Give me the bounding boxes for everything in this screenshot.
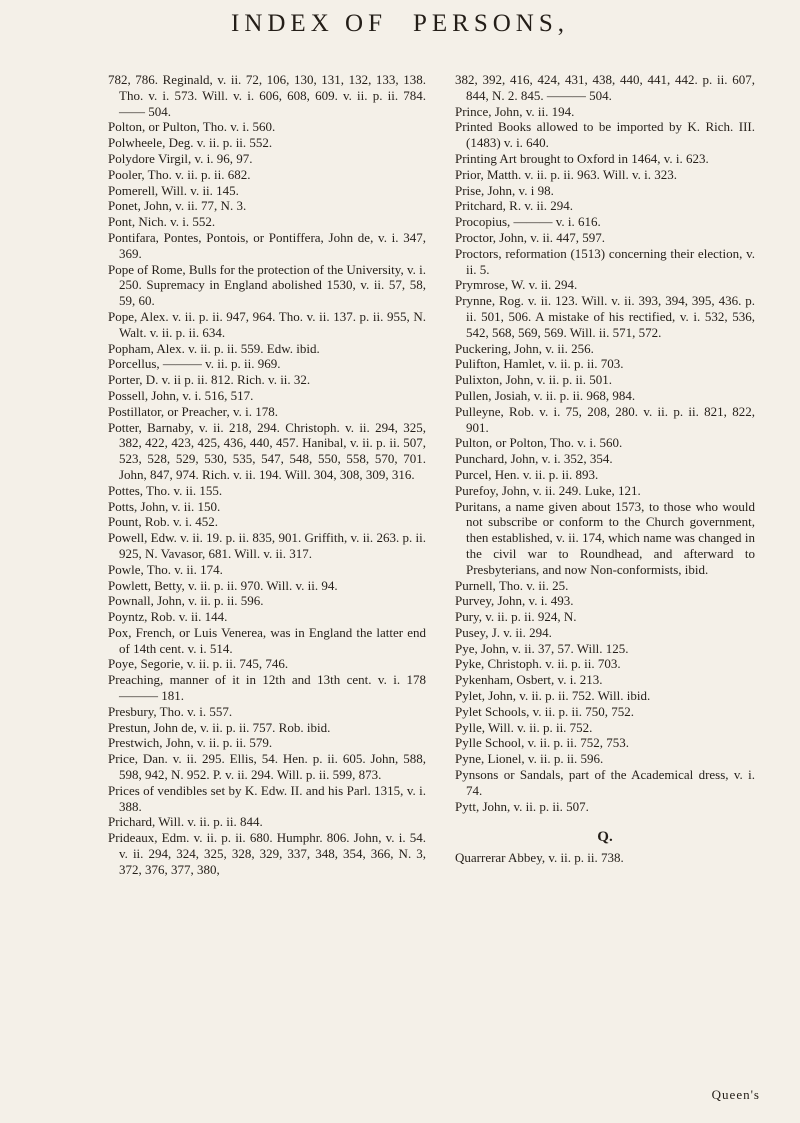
index-entry: Poyntz, Rob. v. ii. 144. — [108, 609, 228, 625]
index-entry: Possell, John, v. i. 516, 517. — [108, 387, 254, 403]
index-entry: Pottes, Tho. v. ii. 155. — [108, 482, 223, 498]
index-entry: Prior, Matth. v. ii. p. ii. 963. Will. v. i. 323. — [455, 166, 678, 182]
index-entry: 782, 786. Reginald, v. ii. 72, 106, 130, 131, 132, 133, 138. Tho. v. i. 573. Will. v. i. 606, 608, 609. v. ii. p. ii. 784. —— 504. — [108, 72, 426, 119]
index-entry: Pont, Nich. v. i. 552. — [108, 214, 216, 230]
section-letter-q: Q. — [597, 829, 613, 846]
index-entry: Pykenham, Osbert, v. i. 213. — [455, 672, 603, 688]
index-entry: Pylle School, v. ii. p. ii. 752, 753. — [455, 735, 629, 751]
index-entry: Punchard, John, v. i. 352, 354. — [455, 451, 613, 467]
index-entry: Prise, John, v. i 98. — [455, 182, 554, 198]
index-entry: Pownall, John, v. ii. p. ii. 596. — [108, 593, 264, 609]
index-entry: Preaching, manner of it in 12th and 13th cent. v. i. 178 ——— 181. — [108, 672, 426, 704]
index-entry: Puckering, John, v. ii. 256. — [455, 340, 594, 356]
index-entry: Pylet, John, v. ii. p. ii. 752. Will. ibid. — [455, 688, 651, 704]
index-entry: Potter, Barnaby, v. ii. 218, 294. Christoph. v. ii. 294, 325, 382, 422, 423, 425, 436, 440, 457. Hanibal, v. ii. p. ii. 507, 523, 528, 529, 530, 535, 547, 548, 550, 558, 570, 701. John, 847, 974. Rich. v. ii. 194. Will. 304, 308, 309, 316. — [108, 419, 426, 482]
index-entry: Prynne, Rog. v. ii. 123. Will. v. ii. 393, 394, 395, 436. p. ii. 501, 506. A mistake of his rectified, v. i. 532, 536, 542, 568, 569, 569. Will. ii. 571, 572. — [455, 293, 755, 340]
index-entry: Pulifton, Hamlet, v. ii. p. ii. 703. — [455, 356, 624, 372]
index-entry: Ponet, John, v. ii. 77, N. 3. — [108, 198, 247, 214]
index-entry: Powlett, Betty, v. ii. p. ii. 970. Will. v. ii. 94. — [108, 577, 338, 593]
index-entry: Price, Dan. v. ii. 295. Ellis, 54. Hen. p. ii. 605. John, 588, 598, 942, N. 952. P. v. ii. 294. Will. p. ii. 599, 873. — [108, 751, 426, 783]
index-entry: Pulleyne, Rob. v. i. 75, 208, 280. v. ii. p. ii. 821, 822, 901. — [455, 403, 755, 435]
index-entry: Pynsons or Sandals, part of the Academical dress, v. i. 74. — [455, 767, 755, 798]
index-entry: Proctor, John, v. ii. 447, 597. — [455, 229, 605, 245]
right-column — [455, 72, 755, 866]
index-entry: Pylle, Will. v. ii. p. ii. 752. — [455, 719, 593, 735]
index-entry: Prestwich, John, v. ii. p. ii. 579. — [108, 735, 273, 751]
left-column — [108, 72, 426, 878]
index-entry: Pusey, J. v. ii. 294. — [455, 624, 552, 640]
index-entry: Polydore Virgil, v. i. 96, 97. — [108, 150, 253, 166]
running-header — [0, 10, 800, 38]
index-entry: Prices of vendibles set by K. Edw. II. and his Parl. 1315, v. i. 388. — [108, 782, 426, 814]
index-entry: Popham, Alex. v. ii. p. ii. 559. Edw. ibid. — [108, 340, 320, 356]
index-entry: Powell, Edw. v. ii. 19. p. ii. 835, 901. Griffith, v. ii. 263. p. ii. 925, N. Vavasor, 681. Will. v. ii. 317. — [108, 530, 426, 561]
index-entry: Pooler, Tho. v. ii. p. ii. 682. — [108, 166, 251, 182]
index-entry: Pye, John, v. ii. 37, 57. Will. 125. — [455, 640, 629, 656]
index-entry: Proctors, reformation (1513) concerning their election, v. ii. 5. — [455, 245, 755, 277]
index-entry: Polton, or Pulton, Tho. v. i. 560. — [108, 119, 276, 135]
index-entry: Prince, John, v. ii. 194. — [455, 103, 575, 119]
index-entry: Pytt, John, v. ii. p. ii. 507. — [455, 798, 589, 814]
index-entry: Prymrose, W. v. ii. 294. — [455, 277, 578, 293]
index-entry: Pritchard, R. v. ii. 294. — [455, 198, 573, 214]
index-entry: Purnell, Tho. v. ii. 25. — [455, 577, 569, 593]
index-entry: Poye, Segorie, v. ii. p. ii. 745, 746. — [108, 656, 289, 672]
index-entry: Pulton, or Polton, Tho. v. i. 560. — [455, 435, 623, 451]
index-entry: Polwheele, Deg. v. ii. p. ii. 552. — [108, 135, 273, 151]
index-entry: Porter, D. v. ii p. ii. 812. Rich. v. ii. 32. — [108, 372, 311, 388]
index-entry: Pount, Rob. v. i. 452. — [108, 514, 219, 530]
index-entry: Pylet Schools, v. ii. p. ii. 750, 752. — [455, 703, 634, 719]
index-entry: Purvey, John, v. i. 493. — [455, 593, 574, 609]
index-entry: Procopius, ——— v. i. 616. — [455, 214, 601, 230]
index-entry: Pury, v. ii. p. ii. 924, N. — [455, 609, 577, 625]
index-entry: Pope, Alex. v. ii. p. ii. 947, 964. Tho. v. ii. 137. p. ii. 955, N. Walt. v. ii. p. ii. 634. — [108, 308, 426, 340]
index-entry: Presbury, Tho. v. i. 557. — [108, 703, 233, 719]
index-entry: Purefoy, John, v. ii. 249. Luke, 121. — [455, 482, 641, 498]
catchword: Queen's — [711, 1087, 760, 1102]
index-entry: Prideaux, Edm. v. ii. p. ii. 680. Humphr. 806. John, v. i. 54. v. ii. 294, 324, 325, 328, 329, 337, 348, 354, 366, N. 3, 372, 376, 377, 380, — [108, 830, 426, 877]
index-entry: Pope of Rome, Bulls for the protection of the University, v. i. 250. Supremacy in England abolished 1530, v. ii. 57, 58, 59, 60. — [108, 261, 426, 309]
index-entry: Pomerell, Will. v. ii. 145. — [108, 182, 239, 198]
index-entry: Prichard, Will. v. ii. p. ii. 844. — [108, 814, 263, 830]
header-part-1: INDEX OF — [231, 10, 387, 37]
index-entry: Powle, Tho. v. ii. 174. — [108, 561, 223, 577]
index-entry: Pullen, Josiah, v. ii. p. ii. 968, 984. — [455, 387, 636, 403]
index-entry: Porcellus, ——— v. ii. p. ii. 969. — [108, 356, 281, 372]
index-entry: Postillator, or Preacher, v. i. 178. — [108, 403, 278, 419]
header-part-2: PERSONS, — [412, 10, 569, 37]
index-entry: Pyne, Lionel, v. ii. p. ii. 596. — [455, 751, 604, 767]
index-entry: Purcel, Hen. v. ii. p. ii. 893. — [455, 466, 599, 482]
index-entry: Pulixton, John, v. ii. p. ii. 501. — [455, 372, 612, 388]
index-entry: 382, 392, 416, 424, 431, 438, 440, 441, 442. p. ii. 607, 844, N. 2. 845. ——— 504. — [455, 72, 755, 103]
index-entry: Pox, French, or Luis Venerea, was in England the latter end of 14th cent. v. i. 514. — [108, 624, 426, 656]
index-entry: Printed Books allowed to be imported by K. Rich. III. (1483) v. i. 640. — [455, 119, 755, 151]
index-entry: Prestun, John de, v. ii. p. ii. 757. Rob. ibid. — [108, 719, 331, 735]
index-entry: Potts, John, v. ii. 150. — [108, 498, 221, 514]
index-entry: Pyke, Christoph. v. ii. p. ii. 703. — [455, 656, 621, 672]
index-entry: Puritans, a name given about 1573, to those who would not subscribe or conform to the Church government, then established, v. ii. 174, which name was changed in the civil war to Roundhead, and afterward to Presbyterians, and now Non-conformists, ibid. — [455, 498, 755, 577]
index-entry: Quarrerar Abbey, v. ii. p. ii. 738. — [455, 850, 624, 866]
index-entry: Printing Art brought to Oxford in 1464, v. i. 623. — [455, 150, 709, 166]
index-entry: Pontifara, Pontes, Pontois, or Pontiffera, John de, v. i. 347, 369. — [108, 229, 426, 261]
